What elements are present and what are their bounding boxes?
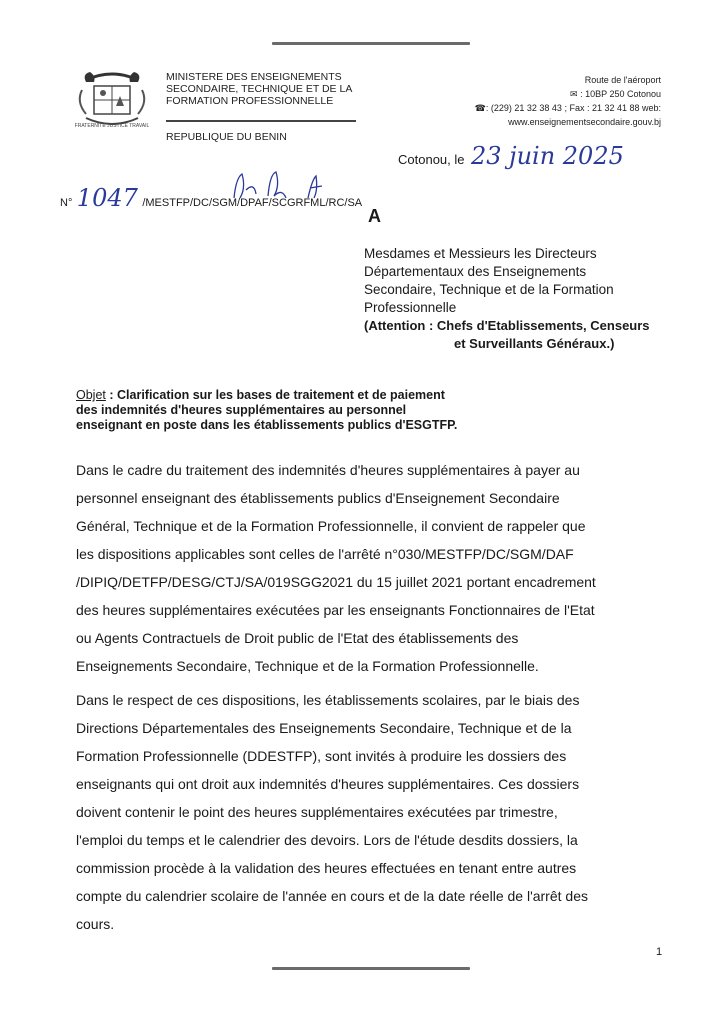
body-paragraph-2 (76, 686, 670, 938)
p2-line: doivent contenir le point des heures supplémentaires exécutées par trimestre, (76, 804, 558, 820)
address-line-2: ✉ : 10BP 250 Cotonou (570, 89, 661, 99)
recipient-line-3: Secondaire, Technique et de la Formation (364, 282, 614, 297)
bottom-rule (272, 967, 470, 970)
handwritten-reference-number: 1047 (76, 184, 138, 212)
p2-line: compte du calendrier scolaire de l'année en cours et de la date réelle de l'arrêt des (76, 888, 588, 904)
p1-line: Enseignements Secondaire, Technique et de la Formation Professionnelle. (76, 658, 539, 674)
header-divider (166, 120, 356, 122)
ministry-line-3: FORMATION PROFESSIONNELLE (166, 95, 334, 107)
recipient-block (364, 245, 650, 353)
p2-line: commission procède à la validation des heures effectuées en tenant entre autres (76, 860, 577, 876)
ministry-line-1: MINISTERE DES ENSEIGNEMENTS (166, 71, 342, 83)
coat-of-arms-emblem (72, 68, 152, 132)
subject-line-2: des indemnités d'heures supplémentaires au personnel (76, 403, 407, 417)
svg-text:FRATERNITE JUSTICE TRAVAIL: FRATERNITE JUSTICE TRAVAIL (74, 123, 150, 129)
recipient-line-2: Départementaux des Enseignements (364, 264, 587, 279)
republic-label: REPUBLIQUE DU BENIN (166, 131, 287, 143)
initials-signature (228, 168, 338, 202)
date-prefix: Cotonou, le (398, 152, 465, 167)
recipient-line-1: Mesdames et Messieurs les Directeurs (364, 246, 597, 261)
address-line-1: Route de l'aéroport (584, 75, 661, 85)
body-paragraph-1 (76, 456, 670, 680)
address-line-3: ☎: (229) 21 32 38 43 ; Fax : 21 32 41 88 web: (474, 103, 661, 113)
p1-line: des heures supplémentaires exécutées par les enseignants Fonctionnaires de l'Etat (76, 602, 595, 618)
reference-suffix: /MESTFP/DC/SGM/DPAF/SCGRFML/RC/SA (142, 197, 363, 209)
p2-line: Formation Professionnelle (DDESTFP), sont invités à produire les dossiers des (76, 748, 567, 764)
p2-line: Directions Départementales des Enseignements Secondaire, Technique et de la (76, 720, 572, 736)
recipient-a: A (368, 206, 381, 226)
p2-line: l'emploi du temps et le calendrier des devoirs. Lors de l'étude desdits dossiers, la (76, 832, 578, 848)
top-rule (272, 42, 470, 45)
p1-line: personnel enseignant des établissements publics d'Enseignement Secondaire (76, 490, 560, 506)
subject-label: Objet (76, 388, 106, 402)
p1-line: les dispositions applicables sont celles de l'arrêté n°030/MESTFP/DC/SGM/DAF (76, 546, 574, 562)
p1-line: ou Agents Contractuels de Droit public de l'Etat des établissements des (76, 630, 519, 646)
ministry-name (166, 71, 352, 107)
p1-line: Dans le cadre du traitement des indemnités d'heures supplémentaires à payer au (76, 462, 580, 478)
date-line (398, 142, 624, 170)
subject-block (76, 388, 457, 433)
address-line-4: www.enseignementsecondaire.gouv.bj (508, 117, 661, 127)
subject-line-1 (76, 388, 457, 403)
subject-line-3: enseignant en poste dans les établissements publics d'ESGTFP. (76, 418, 458, 432)
handwritten-date: 23 juin 2025 (470, 142, 624, 170)
p2-line: enseignants qui ont droit aux indemnités d'heures supplémentaires. Ces dossiers (76, 776, 580, 792)
subject-text-1: : Clarification sur les bases de traitement et de paiement (105, 388, 445, 402)
address-block (475, 73, 661, 129)
ministry-line-2: SECONDAIRE, TECHNIQUE ET DE LA (166, 83, 353, 95)
p1-line: Général, Technique et de la Formation Professionnelle, il convient de rappeler que (76, 518, 586, 534)
attention-line-2: et Surveillants Généraux.) (454, 336, 615, 351)
p1-line: /DIPIQ/DETFP/DESG/CTJ/SA/019SGG2021 du 15 juillet 2021 portant encadrement (76, 574, 596, 590)
attention-line-1: (Attention : Chefs d'Etablissements, Censeurs (364, 318, 650, 333)
reference-prefix: N° (60, 197, 73, 209)
p2-line: Dans le respect de ces dispositions, les établissements scolaires, par le biais des (76, 692, 580, 708)
page-number: 1 (656, 946, 663, 958)
recipient-line-4: Professionnelle (364, 300, 457, 315)
p2-line: cours. (76, 916, 115, 932)
